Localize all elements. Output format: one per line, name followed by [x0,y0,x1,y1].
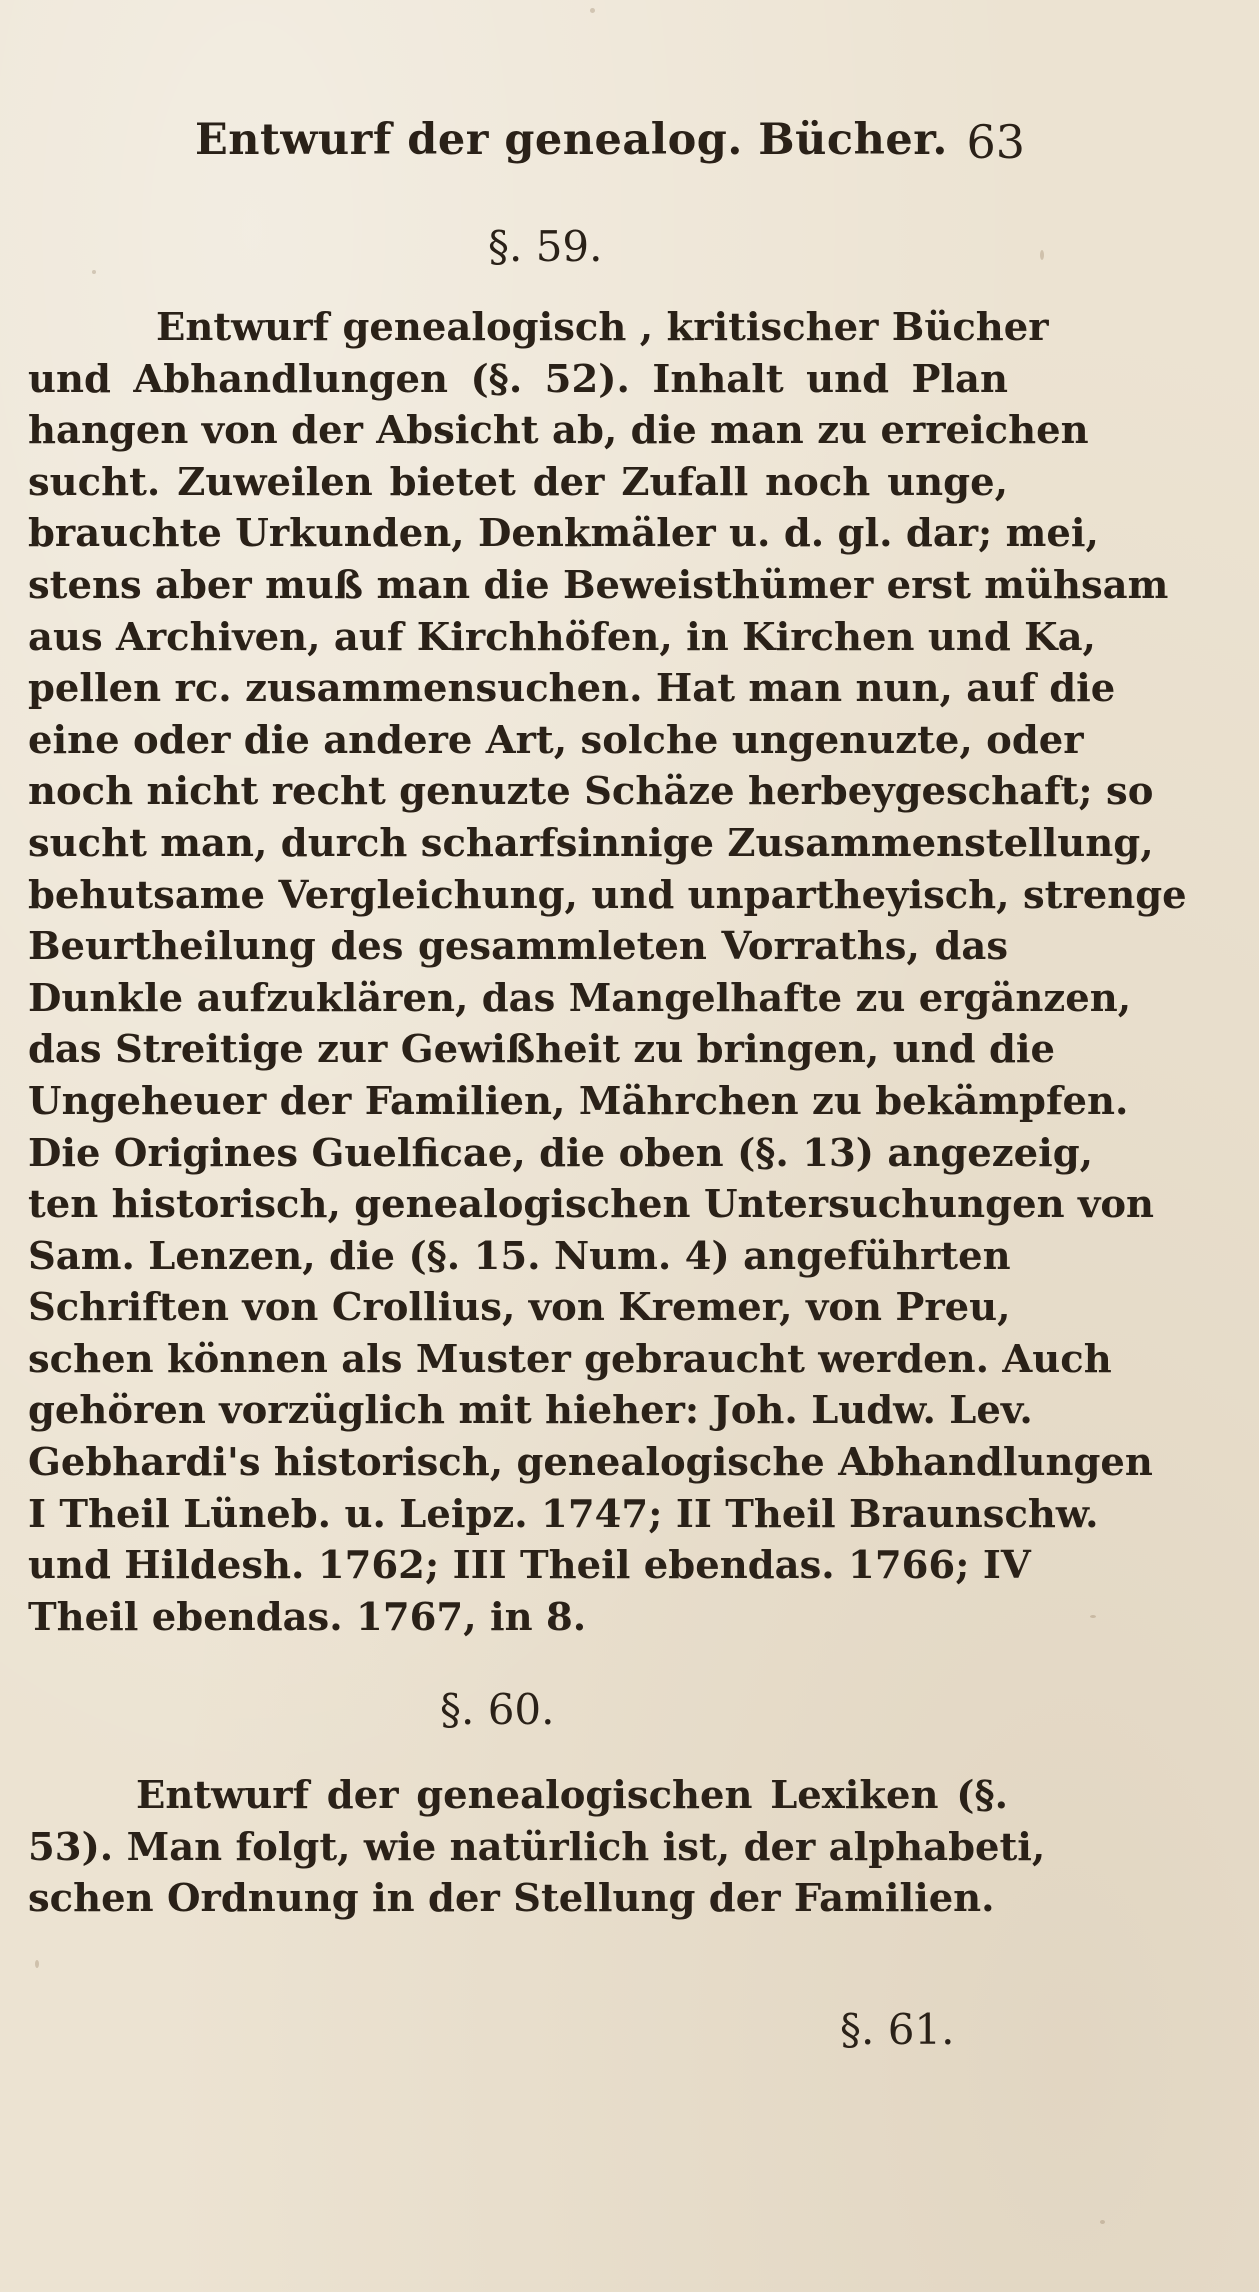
paper-spot [1040,250,1044,260]
section-59-text [28,302,1187,1643]
text-line: Ungeheuer der Familien, Mährchen zu bekämpfen. [28,1078,1129,1124]
text-line: schen können als Muster gebraucht werden. Auch [28,1336,1112,1382]
paper-spot [590,8,595,13]
text-line: noch nicht recht genuzte Schäze herbeygeschaft; so [28,769,1154,815]
text-line: pellen rc. zusammensuchen. Hat man nun, auf die [28,666,1116,712]
page-number: 63 [966,115,1025,169]
text-line: gehören vorzüglich mit hieher: Joh. Ludw. Lev. [28,1388,1033,1434]
text-line: ten historisch, genealogischen Untersuchungen von [28,1182,1155,1228]
text-line: und Hildesh. 1762; III Theil ebendas. 1766; IV [28,1543,1031,1589]
text-line: und Abhandlungen (§. 52). Inhalt und Plan [28,356,1008,402]
paper-spot [92,270,96,274]
text-line: I Theil Lüneb. u. Leipz. 1747; II Theil Braunschw. [28,1491,1099,1537]
section-heading-59: §. 59. [488,222,603,271]
text-line: brauchte Urkunden, Denkmäler u. d. gl. dar; mei, [28,511,1099,557]
text-line: sucht man, durch scharfsinnige Zusammenstellung, [28,820,1154,866]
text-line: Entwurf der genealogischen Lexiken (§. [136,1773,1008,1818]
section-60-text [28,1770,1046,1925]
text-line: Schriften von Crollius, von Kremer, von Preu, [28,1285,1011,1331]
page-header [195,105,1025,175]
text-line: Entwurf genealogisch , kritischer Bücher [156,305,1049,350]
text-line: aus Archiven, auf Kirchhöfen, in Kirchen und Ka, [28,614,1096,660]
text-line: schen Ordnung in der Stellung der Familien. [28,1876,995,1922]
paper-spot [1100,2220,1105,2224]
text-line: 53). Man folgt, wie natürlich ist, der alphabeti, [28,1824,1046,1870]
paper-spot [1090,1615,1096,1618]
section-heading-60: §. 60. [440,1685,555,1734]
paper-spot [35,1960,39,1968]
running-title: Entwurf der genealog. Bücher. [195,115,948,165]
text-line: Dunkle aufzuklären, das Mangelhafte zu ergänzen, [28,975,1132,1021]
text-line: das Streitige zur Gewißheit zu bringen, und die [28,1027,1056,1073]
text-line: stens aber muß man die Beweisthümer erst mühsam [28,562,1169,608]
text-line: Beurtheilung des gesammleten Vorraths, das [28,924,1008,970]
text-line: Sam. Lenzen, die (§. 15. Num. 4) angeführten [28,1233,1011,1279]
section-heading-61: §. 61. [840,2005,955,2054]
text-line: Theil ebendas. 1767, in 8. [28,1594,587,1640]
text-line: Die Origines Guelficae, die oben (§. 13) angezeig, [28,1130,1094,1176]
text-line: hangen von der Absicht ab, die man zu erreichen [28,408,1089,454]
text-line: eine oder die andere Art, solche ungenuzte, oder [28,717,1084,763]
text-line: behutsame Vergleichung, und unpartheyisch, strenge [28,872,1187,918]
text-line: Gebhardi's historisch, genealogische Abhandlungen [28,1440,1153,1486]
text-line: sucht. Zuweilen bietet der Zufall noch unge, [28,459,1008,505]
